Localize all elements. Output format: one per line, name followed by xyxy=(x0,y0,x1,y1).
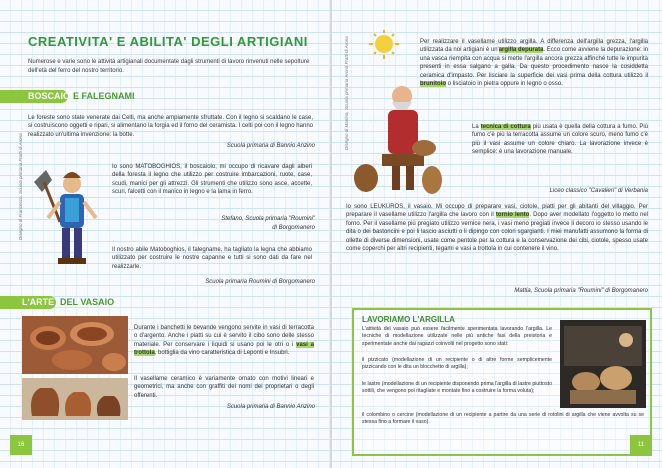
highlight-tecnica-cottura: tecnica di cottura xyxy=(480,124,531,130)
signature-2b: di Borgomanero xyxy=(272,225,315,231)
highlight-argilla-depurata: argilla depurata xyxy=(498,47,544,54)
box-text-intro: L'attività del vasaio può essere facilmente sperimentata lavorando l'argilla. Le tecniche di modellazione utilizzate nelle più antiche fasi della preistoria e sperimentate anche dai ragazzi coinvolti nel progetto sono stati: xyxy=(362,326,552,347)
page-title: CREATIVITA' E ABILITA' DEGLI ARTIGIANI xyxy=(28,34,308,49)
section-title-part1: BOSCAIOLI xyxy=(28,91,79,101)
signature-2a: Stefano, Scuola primaria "Roumini" xyxy=(221,216,315,222)
drawing-credit-right: Disegno di Martina, Scuola primaria Arona Fratti di Arona xyxy=(344,36,349,150)
paragraph-vasellame: Il vasellame ceramico è variamente ornato con motivi lineari e geometrici, ma anche con graffiti dei nomi dei proprietari o degli offerenti. xyxy=(134,376,314,399)
section-title-part2: E FALEGNAMI xyxy=(73,91,135,101)
page-number-right: 11 xyxy=(630,435,652,455)
woodcutter-illustration xyxy=(30,162,105,270)
clay-workshop-photo xyxy=(560,320,646,408)
box-text-pizzicato: il pizzicato (modellazione di un recipiente o di altre forme semplicemente pizzicando con le dita un blocchetto di argilla); xyxy=(362,357,552,371)
signature-right-1: Liceo classico "Cavalieri" di Verbania xyxy=(549,188,648,194)
signature-1: Scuola primaria di Bannio Anzino xyxy=(226,143,315,149)
paragraph-cottura-b: più usata è quella della cottura a fumo. Più fumo c'è più la terracotta assume un colore scuro, meno fumo c'è più il vasi assume un colore chiaro. La lavorazione invece è semplice: è una lavorazione manuale. xyxy=(472,124,649,156)
signature-3: Scuola primaria Roumini di Borgomanero xyxy=(205,279,315,285)
paragraph-banchetti-b: , bottiglia da vino caratteristica di Leponti e Insubri. xyxy=(154,350,290,357)
highlight-tornio-lento: tornio lento xyxy=(495,212,530,219)
intro-text: Numerose e varie sono le attività artigianali documentate dagli strumenti di lavoro rinvenuti nelle sepolture dell'età del ferro del nostro territorio. xyxy=(28,59,310,74)
left-page xyxy=(0,0,330,468)
paragraph-banchetti xyxy=(134,324,314,358)
lavoriamo-argilla-box xyxy=(352,308,652,456)
signature-right-2: Mattia, Scuola primaria "Roumini" di Borgomanero xyxy=(514,288,648,294)
paragraph-argilla-c: o lisciatoio in pietra oppure in legno o osso. xyxy=(447,81,563,88)
paragraph-forests: Le foreste sono state venerate dai Celti, ma anche ampiamente sfruttate. Con il legno si scaldano le case, si costruiscono oggetti e ripari, si alimentano la forgia ed il forno del ceramista. I celti poi con il legno hanno realizzato un'ultima invenzione: la botte. xyxy=(28,115,313,138)
highlight-vasi-trottola: vasi a trottola xyxy=(134,341,314,357)
box-text-lastre: le lastre (modellazione di un recipiente disponendo prima l'argilla di lastre piuttosto sottili, che vengono poi ritagliate e montate fino a costruire la forma voluta); xyxy=(362,381,552,395)
drawing-credit-1: Disegno di Francesco, Scuola primaria Fratti di Arona xyxy=(18,133,23,240)
paragraph-cottura-a: La xyxy=(472,124,479,130)
box-title: LAVORIAMO L'ARGILLA xyxy=(362,315,455,324)
paragraph-banchetti-a: Durante i banchetti le bevande vengono servite in vasi di terracotta o d'argento. Anche i piatti su cui è servito il cibo sono delle stesso materiale. Per conservare i liquidi si usano poi le otri o i xyxy=(134,325,314,348)
paragraph-falegname: Il nostro abile Matoboghios, il falegname, ha tagliato la legna che abbiamo utilizzato per costruire le nostre capanne e tutti si sono dati da fare nel realizzarle. xyxy=(112,247,312,270)
highlight-brunitoio: brunitoio xyxy=(420,81,446,88)
paragraph-matoboghios: Io sono MATOBOGHIOS, il boscaiolo, mi occupo di ricavare dagli alberi della foresta il legno che utilizzo per costruire imbarcazioni, ruote, case, scudi, manici per gli attrezzi. Gli strumenti che utilizzo sono asce, accette, scuri, falcetti con il manico in legno e la lama in ferro. xyxy=(112,164,312,196)
pottery-photos xyxy=(22,316,128,420)
section2-title-part1: L'ARTE xyxy=(22,297,55,307)
page-number-left: 16 xyxy=(10,435,32,455)
paragraph-cottura xyxy=(472,123,648,157)
right-page xyxy=(332,0,662,468)
box-text-colombino: il colombino o cercine (modellazione di un recipiente a partire da una serie di rotolini di argilla che viene avvolta su se stessa fino a formare il vaso). xyxy=(362,412,644,426)
paragraph-leukuros-b: . Dopo aver modellato l'oggetto lo metto nel forno. Per il vasellame più pregiato utilizzo vernice nera, i vasi meno pregiati invece li decoro io stesso usando le dita o dei bastoncini e poi li lascio asciutti o li dipingo con colori sgargianti. I miei manufatti assumono la forma di ollette di diverse dimensioni, usate come pentole per la cottura e la conservazione dei cibi, ciotole, spesso usate come coperchi per altri recipienti, tegami e vasi a trottola in cui contenere il vino. xyxy=(346,212,649,253)
signature-4: Scuola primaria di Bannio Anzino xyxy=(226,404,315,410)
paragraph-argilla xyxy=(420,38,648,88)
section2-title-part2: DEL VASAIO xyxy=(60,297,115,307)
paragraph-leukuros xyxy=(346,203,648,253)
paragraph-argilla-a: Per realizzare il vasellame utilizzo argilla. A differenza dell'argilla grezza, l'argilla utilizzata da noi artigiani è un' xyxy=(420,39,648,54)
paragraph-argilla-b: . Ecco come avviene la depurazione: in una vasca riempita con acqua si mette l'argilla ancora grezza affinché tutte le impurità presenti in essa salgano a galla. Da questo procedimento nasce la cosiddetta ceramica d'impasto. Per lisciare la superficie dei vasi prima della cottura utilizzo il xyxy=(420,47,648,79)
paragraph-leukuros-a: Io sono LEUKUROS, il vasaio. Mi occupo di preparare vasi, ciotole, piatti per gli abitanti del villaggio. Per preparare il vasellame utilizzo l'argilla che lavoro con il xyxy=(346,204,648,219)
